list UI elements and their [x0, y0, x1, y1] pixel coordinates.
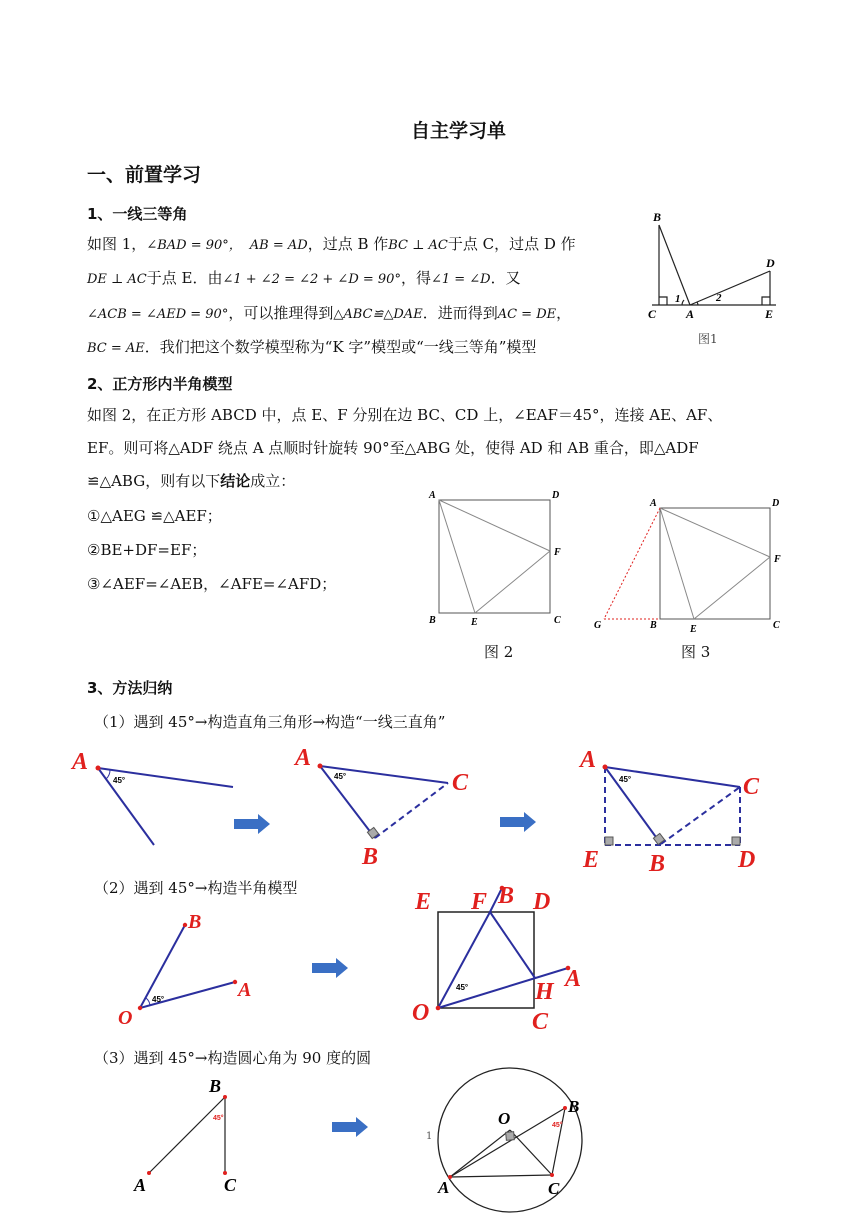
label-C: C	[452, 770, 469, 796]
point-O	[436, 1006, 441, 1011]
text-run: 成立：	[250, 472, 296, 490]
label-A: A	[565, 966, 582, 992]
label-D: D	[766, 256, 775, 270]
label-C: C	[224, 1175, 237, 1195]
figure-1-caption: 图1	[698, 332, 718, 346]
label-A: A	[295, 745, 312, 771]
figure-1	[640, 205, 790, 345]
label-C: C	[554, 615, 561, 626]
point-A	[318, 764, 323, 769]
label-B: B	[568, 1097, 580, 1116]
label-A: A	[72, 749, 89, 775]
label-A: A	[438, 1178, 450, 1197]
paragraph-line	[87, 303, 571, 325]
label-C: C	[548, 1179, 560, 1198]
math-run: △ABC≌△DAE	[333, 307, 423, 322]
arrow-right	[332, 1117, 372, 1137]
label-A: A	[134, 1175, 147, 1195]
label-F: F	[554, 547, 561, 558]
label-C: C	[648, 307, 657, 321]
label-O: O	[118, 1007, 133, 1029]
angle-label-45: 45°	[456, 983, 469, 992]
subsection-heading-3: 3、方法归纳	[87, 679, 173, 697]
label-G: G	[594, 620, 602, 631]
label-B: B	[362, 844, 379, 870]
label-H: H	[535, 979, 554, 1005]
label-B: B	[209, 1076, 222, 1096]
page-title: 自主学习单	[411, 120, 507, 142]
angle-label-45: 45°	[552, 1122, 563, 1129]
subsection-heading-2: 2、正方形内半角模型	[87, 375, 233, 393]
label-B: B	[650, 620, 657, 631]
label-B: B	[498, 883, 515, 909]
text-bold: 结论	[220, 472, 251, 490]
text-run: ，得	[400, 269, 431, 287]
label-D: D	[533, 889, 551, 915]
math-run: ∠BAD = 90°，	[146, 238, 242, 253]
label-E: E	[765, 307, 774, 321]
section-heading-1: 一、前置学习	[87, 164, 202, 186]
figure-2-caption: 图 2	[484, 643, 514, 661]
diagram-row2-step1	[110, 908, 280, 1028]
angle-label-45: 45°	[619, 775, 632, 784]
label-C: C	[743, 774, 760, 800]
arrow-right	[312, 958, 352, 978]
label-A: A	[238, 979, 252, 1001]
diagram-row1-step3	[575, 740, 775, 875]
conclusion-item-1: ①△AEG ≌△AEF；	[87, 507, 222, 525]
conclusion-item-3: ③∠AEF=∠AEB，∠AFE=∠AFD；	[87, 575, 337, 593]
label-angle-1: 1	[675, 293, 681, 305]
angle-label-45: 45°	[213, 1115, 224, 1122]
page-number: 1	[426, 1131, 433, 1142]
diagram-row3-step2	[430, 1065, 610, 1213]
text-run: ，可以推理得到	[228, 304, 334, 322]
text-run: ≌△ABG，则有以下	[87, 472, 221, 490]
angle-label-45: 45°	[152, 995, 165, 1004]
figure-3-caption: 图 3	[681, 643, 711, 661]
text-run: 于点 C，过点 D 作	[447, 235, 576, 253]
label-A: A	[429, 490, 436, 501]
label-E: E	[415, 889, 432, 915]
math-run: ∠1 + ∠2 = ∠2 + ∠D = 90°	[222, 272, 401, 287]
label-E: E	[583, 847, 600, 873]
label-B: B	[429, 615, 436, 626]
label-C: C	[773, 620, 780, 631]
point-C	[550, 1173, 554, 1177]
label-E: E	[471, 617, 478, 628]
label-B: B	[653, 210, 662, 224]
paragraph-line: 如图 2，在正方形 ABCD 中，点 E、F 分别在边 BC、CD 上，∠EAF＝45°，连接 AE、AF、	[87, 406, 723, 424]
method-item-3: （3）遇到 45°→构造圆心角为 90 度的圆	[94, 1049, 372, 1067]
label-B: B	[188, 911, 202, 933]
paragraph-line	[87, 234, 576, 256]
math-run: ∠1 = ∠D	[430, 272, 491, 287]
arrow-right	[500, 812, 540, 832]
label-A: A	[686, 307, 695, 321]
text-run: 于点 E．由	[146, 269, 223, 287]
paragraph-line	[87, 337, 536, 359]
text-run: ．进而得到	[422, 304, 498, 322]
paragraph-line	[87, 268, 521, 290]
text-run: ，	[556, 304, 572, 322]
point-B	[183, 923, 187, 927]
subsection-heading-1: 1、一线三等角	[87, 205, 188, 223]
figure-3	[590, 490, 790, 640]
label-F: F	[774, 554, 781, 565]
label-O: O	[412, 1000, 430, 1026]
diagram-row1-step1	[70, 745, 250, 855]
label-A: A	[580, 747, 597, 773]
text-run: ．又	[490, 269, 521, 287]
point-O	[138, 1006, 142, 1010]
label-O: O	[498, 1109, 511, 1128]
text-run: 如图 1，	[87, 235, 147, 253]
angle-label-45: 45°	[334, 772, 347, 781]
diagram-row2-step2	[408, 878, 608, 1033]
math-run: AB = AD	[249, 238, 308, 253]
math-run: BC = AE	[87, 341, 145, 356]
label-angle-2: 2	[716, 292, 722, 304]
math-run: AC = DE	[497, 307, 557, 322]
math-run: BC ⊥ AC	[388, 238, 448, 253]
math-run: ∠ACB = ∠AED = 90°	[87, 307, 229, 322]
paragraph-line	[87, 471, 295, 491]
label-B: B	[649, 851, 666, 877]
point-A	[147, 1171, 151, 1175]
arrow-right	[234, 814, 274, 834]
point-A	[96, 766, 101, 771]
method-item-2: （2）遇到 45°→构造半角模型	[94, 879, 298, 897]
label-A: A	[650, 498, 657, 509]
point-B	[223, 1095, 227, 1099]
label-D: D	[738, 847, 756, 873]
conclusion-item-2: ②BE+DF=EF；	[87, 541, 207, 559]
diagram-row1-step2	[290, 738, 490, 868]
figure-2	[425, 485, 575, 628]
label-D: D	[772, 498, 780, 509]
label-C: C	[532, 1009, 549, 1035]
text-run: ，过点 B 作	[307, 235, 389, 253]
label-E: E	[690, 624, 697, 635]
label-F: F	[471, 889, 488, 915]
point-B	[563, 1106, 567, 1110]
paragraph-line: EF。则可将△ADF 绕点 A 点顺时针旋转 90°至△ABG 处，使得 AD 和 AB 重合，即△ADF	[87, 439, 699, 457]
label-D: D	[552, 490, 560, 501]
math-run: DE ⊥ AC	[87, 272, 147, 287]
diagram-row3-step1	[130, 1075, 270, 1200]
method-item-1: （1）遇到 45°→构造直角三角形→构造“一线三直角”	[94, 713, 446, 731]
text-run: ．我们把这个数学模型称为“K 字”模型或“一线三等角”模型	[144, 338, 537, 356]
point-A	[233, 980, 237, 984]
point-A	[603, 765, 608, 770]
angle-label-45: 45°	[113, 776, 126, 785]
